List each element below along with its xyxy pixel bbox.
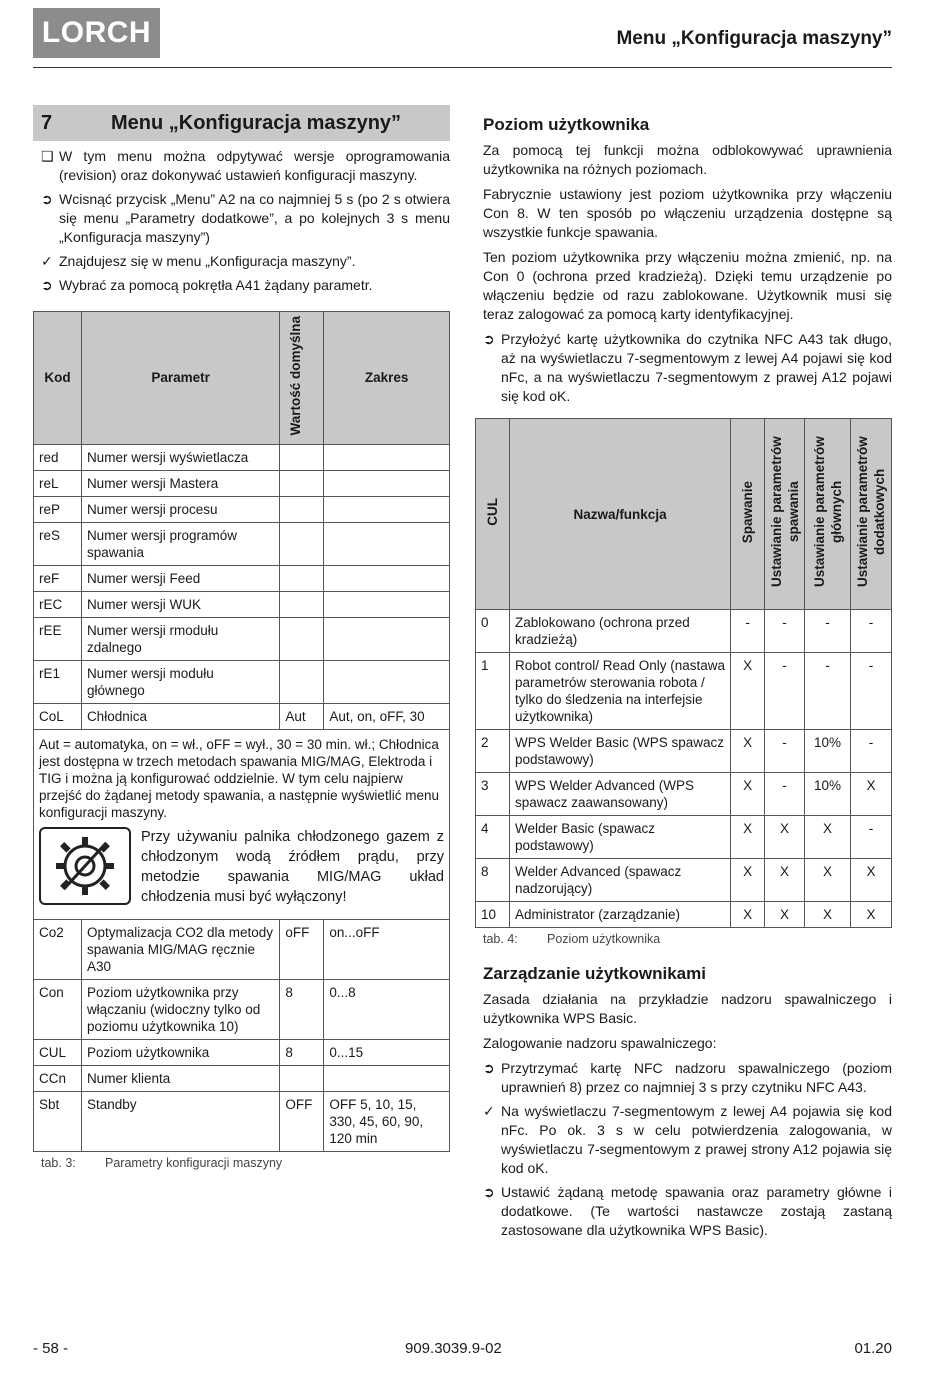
cell-value: - — [731, 610, 765, 653]
cell-code: Sbt — [34, 1091, 82, 1151]
list-item — [33, 252, 450, 271]
cooler-note: Aut = automatyka, on = wł., oFF = wył., 30 = 30 min. wł.; Chłodnica jest dostępna w trzech metodach spawania MIG/MAG, Elektroda i TIG i można ją konfigurować oddzielnie. W tym celu najpierw przejść do żądanej metody spawania, a następnie wyświetlić menu konfiguracji maszyny. — [39, 736, 439, 820]
check-bullet-icon: ✓ — [483, 1103, 495, 1119]
cell-param: Chłodnica — [81, 703, 279, 729]
header-extra-params-label: Ustawianie parametrów dodatkowych — [854, 436, 887, 588]
cell-value: X — [765, 816, 805, 859]
cell-range: 0...15 — [324, 1039, 450, 1065]
paragraph: Za pomocą tej funkcji można odblokowywać uprawnienia użytkownika na różnych poziomach. — [483, 142, 892, 177]
header-cul-label: CUL — [484, 498, 500, 526]
cell-code: rEE — [34, 617, 82, 660]
cell-code: rE1 — [34, 660, 82, 703]
table-row — [34, 522, 450, 565]
cell-default — [280, 565, 324, 591]
cell-param: Numer wersji procesu — [81, 496, 279, 522]
warning-box — [39, 827, 444, 907]
cell-code: reL — [34, 470, 82, 496]
cell-range — [324, 444, 450, 470]
checkbox-bullet-icon: ❑ — [41, 148, 54, 164]
document-date: 01.20 — [854, 1340, 892, 1357]
cell-cul: 8 — [476, 859, 510, 902]
cell-default — [280, 470, 324, 496]
cell-value: X — [765, 902, 805, 928]
document-number: 909.3039.9-02 — [405, 1340, 502, 1357]
cell-name: Zablokowano (ochrona przed kradzieżą) — [509, 610, 730, 653]
cell-param: Numer wersji programów spawania — [81, 522, 279, 565]
cell-code: Co2 — [34, 919, 82, 979]
table-row — [34, 979, 450, 1039]
header-welding-params-label: Ustawianie parametrów spawania — [768, 436, 801, 588]
cell-default: 8 — [280, 1039, 324, 1065]
table-row — [34, 591, 450, 617]
cell-value: X — [731, 653, 765, 730]
cell-param: Numer wersji Feed — [81, 565, 279, 591]
list-item-text: Przyłożyć kartę użytkownika do czytnika NFC A43 tak długo, aż na wyświetlaczu 7-segmentowym z lewej A4 pojawi się kod nFc, a na wyświetlaczu 7-segmentowym z prawej A12 pojawi się kod oK. — [501, 331, 892, 404]
cell-code: reP — [34, 496, 82, 522]
cell-name: Robot control/ Read Only (nastawa parametrów sterowania robota / tylko do śledzenia na interfejsie użytkownika) — [509, 653, 730, 730]
section-heading-user-management: Zarządzanie użytkownikami — [483, 964, 706, 983]
cell-default: 8 — [280, 979, 324, 1039]
cell-cul: 10 — [476, 902, 510, 928]
arrow-bullet-icon: ➲ — [41, 277, 53, 293]
header-default-label: Wartość domyślna — [287, 316, 303, 436]
cell-param: Numer wersji modułu głównego — [81, 660, 279, 703]
cell-param: Poziom użytkownika — [81, 1039, 279, 1065]
cell-value: - — [765, 653, 805, 730]
table-row — [476, 859, 892, 902]
cell-range — [324, 470, 450, 496]
cell-value: X — [731, 730, 765, 773]
chapter-title: Menu „Konfiguracja maszyny” — [111, 111, 402, 134]
cell-value: - — [850, 653, 891, 730]
paragraph: Zalogowanie nadzoru spawalniczego: — [483, 1035, 717, 1051]
cell-default — [280, 591, 324, 617]
table-row-note — [34, 729, 450, 919]
header-extra-params — [850, 419, 891, 610]
table-row — [34, 703, 450, 729]
cell-default — [280, 1065, 324, 1091]
cell-range — [324, 660, 450, 703]
paragraph: Zasada działania na przykładzie nadzoru spawalniczego i użytkownika WPS Basic. — [483, 991, 892, 1026]
warning-text: Przy używaniu palnika chłodzonego gazem z chłodzonym wodą źródłem prądu, przy metodzie spawania MIG/MAG układ chłodzenia musi być wyłączony! — [141, 828, 444, 905]
table-body-a — [34, 444, 450, 1151]
cell-range — [324, 617, 450, 660]
table-row — [34, 1039, 450, 1065]
cell-name: Welder Basic (spawacz podstawowy) — [509, 816, 730, 859]
list-item — [475, 1102, 892, 1178]
cell-name: WPS Welder Basic (WPS spawacz podstawowy) — [509, 730, 730, 773]
cell-value: 10% — [805, 730, 851, 773]
table-caption — [475, 932, 892, 946]
chapter-heading — [33, 105, 450, 141]
cell-range: 0...8 — [324, 979, 450, 1039]
section-heading-user-level: Poziom użytkownika — [483, 115, 650, 134]
arrow-bullet-icon: ➲ — [483, 1060, 495, 1076]
cell-cul: 4 — [476, 816, 510, 859]
header-welding — [731, 419, 765, 610]
check-bullet-icon: ✓ — [41, 253, 53, 269]
cell-range: on...oFF — [324, 919, 450, 979]
cell-default — [280, 522, 324, 565]
table-row — [34, 496, 450, 522]
cell-default — [280, 444, 324, 470]
table-row — [476, 902, 892, 928]
cell-value: - — [850, 730, 891, 773]
cell-value: X — [805, 902, 851, 928]
table-row — [34, 444, 450, 470]
cell-range — [324, 591, 450, 617]
cell-value: - — [805, 610, 851, 653]
cell-param: Standby — [81, 1091, 279, 1151]
caption-number: tab. 4: — [483, 932, 518, 946]
cooler-note-cell — [34, 729, 450, 919]
cell-code: rEC — [34, 591, 82, 617]
cell-code: CUL — [34, 1039, 82, 1065]
list-item — [475, 1183, 892, 1240]
header-welding-label: Spawanie — [740, 480, 756, 544]
table-row — [34, 565, 450, 591]
cell-value: - — [850, 816, 891, 859]
cell-cul: 0 — [476, 610, 510, 653]
cell-default: Aut — [280, 703, 324, 729]
header-code: Kod — [34, 312, 82, 445]
cell-code: Con — [34, 979, 82, 1039]
cell-value: - — [765, 730, 805, 773]
user-level-table — [475, 418, 892, 928]
header-name: Nazwa/funkcja — [509, 419, 730, 610]
cell-value: X — [850, 859, 891, 902]
list-item-text: Ustawić żądaną metodę spawania oraz parametry główne i dodatkowe. (Te wartości nastawcze zostają zastaną zastosowane dla użytkownika WPS Basic). — [501, 1184, 892, 1238]
header-default — [280, 312, 324, 445]
cell-range — [324, 565, 450, 591]
cell-value: - — [765, 773, 805, 816]
list-item-text: Wcisnąć przycisk „Menu” A2 na co najmniej 5 s (po 2 s otwiera się menu „Parametry dodatkowe”, a po kolejnych 3 s menu „Konfiguracja maszyny”) — [59, 191, 450, 245]
cell-value: X — [731, 859, 765, 902]
cell-param: Poziom użytkownika przy włączaniu (widoczny tylko od poziomu użytkownika 10) — [81, 979, 279, 1039]
cell-range — [324, 522, 450, 565]
lorch-logo: LORCH — [33, 8, 160, 58]
cell-range — [324, 1065, 450, 1091]
cell-param: Numer wersji rmodułu zdalnego — [81, 617, 279, 660]
table-row — [34, 617, 450, 660]
cell-param: Numer wersji WUK — [81, 591, 279, 617]
gear-warning-icon — [39, 827, 131, 905]
caption-text: Poziom użytkownika — [547, 932, 661, 946]
table-row — [34, 1091, 450, 1151]
chapter-number: 7 — [41, 111, 53, 134]
header-param: Parametr — [81, 312, 279, 445]
header-range: Zakres — [324, 312, 450, 445]
arrow-bullet-icon: ➲ — [483, 1184, 495, 1200]
cell-value: - — [850, 610, 891, 653]
cell-value: X — [731, 773, 765, 816]
cell-range: OFF 5, 10, 15, 330, 45, 60, 90, 120 min — [324, 1091, 450, 1151]
table-row — [34, 660, 450, 703]
left-column — [33, 105, 450, 1170]
cell-value: X — [850, 773, 891, 816]
cell-name: Welder Advanced (spawacz nadzorujący) — [509, 859, 730, 902]
header-main-params-label: Ustawianie parametrów głównych — [811, 436, 844, 588]
cell-value: - — [765, 610, 805, 653]
list-item — [33, 276, 450, 295]
list-item — [33, 190, 450, 247]
table-row — [476, 773, 892, 816]
cell-default — [280, 617, 324, 660]
step-list — [475, 330, 892, 406]
table-row — [476, 653, 892, 730]
cell-range — [324, 496, 450, 522]
cell-value: X — [731, 902, 765, 928]
list-item — [475, 330, 892, 406]
cell-param: Optymalizacja CO2 dla metody spawania MIG/MAG ręcznie A30 — [81, 919, 279, 979]
table-caption — [33, 1156, 450, 1170]
header-main-params — [805, 419, 851, 610]
header-divider — [33, 67, 892, 68]
cell-code: CCn — [34, 1065, 82, 1091]
table-row — [34, 919, 450, 979]
cell-value: - — [805, 653, 851, 730]
table-row — [476, 816, 892, 859]
cell-value: X — [850, 902, 891, 928]
cell-value: 10% — [805, 773, 851, 816]
cell-value: X — [805, 816, 851, 859]
cell-value: X — [805, 859, 851, 902]
header-cul — [476, 419, 510, 610]
list-item — [475, 1059, 892, 1097]
cell-default: OFF — [280, 1091, 324, 1151]
cell-cul: 2 — [476, 730, 510, 773]
cell-default: oFF — [280, 919, 324, 979]
cell-default — [280, 660, 324, 703]
cell-cul: 3 — [476, 773, 510, 816]
caption-text: Parametry konfiguracji maszyny — [105, 1155, 283, 1170]
header-title: Menu „Konfiguracja maszyny” — [616, 28, 892, 49]
table-row — [34, 1065, 450, 1091]
cell-code: reS — [34, 522, 82, 565]
machine-config-table — [33, 311, 450, 1152]
cell-cul: 1 — [476, 653, 510, 730]
arrow-bullet-icon: ➲ — [41, 191, 53, 207]
cell-code: reF — [34, 565, 82, 591]
caption-number: tab. 3: — [41, 1155, 76, 1170]
header-welding-params — [765, 419, 805, 610]
list-item-text: Przytrzymać kartę NFC nadzoru spawalniczego (poziom uprawnień 8) przez co najmniej 3 s przy czytniku NFC A43. — [501, 1060, 892, 1095]
list-item-text: W tym menu można odpytywać wersje oprogramowania (revision) oraz dokonywać ustawień konfiguracji maszyny. — [59, 148, 450, 183]
login-steps-list — [475, 1059, 892, 1240]
cell-name: Administrator (zarządzanie) — [509, 902, 730, 928]
arrow-bullet-icon: ➲ — [483, 331, 495, 347]
right-column — [475, 105, 892, 1245]
table-row — [476, 610, 892, 653]
cell-default — [280, 496, 324, 522]
cell-range: Aut, on, oFF, 30 — [324, 703, 450, 729]
paragraph: Fabrycznie ustawiony jest poziom użytkownika przy włączeniu Con 8. W ten sposób po włączeniu urządzenia dostępne są wszystkie funkcje spawania. — [483, 186, 892, 240]
list-item-text: Znajdujesz się w menu „Konfiguracja maszyny”. — [59, 253, 356, 269]
cell-param: Numer wersji Mastera — [81, 470, 279, 496]
cell-param: Numer klienta — [81, 1065, 279, 1091]
cell-code: CoL — [34, 703, 82, 729]
cell-param: Numer wersji wyświetlacza — [81, 444, 279, 470]
cell-name: WPS Welder Advanced (WPS spawacz zaawansowany) — [509, 773, 730, 816]
intro-list — [33, 147, 450, 295]
list-item-text: Na wyświetlaczu 7-segmentowym z lewej A4 pojawia się kod nFc. Po ok. 3 s w celu potwierdzenia zalogowania, w wyświetlaczu 7-segmentowym z prawej strony A12 pojawia się kod oK. — [501, 1103, 892, 1176]
list-item-text: Wybrać za pomocą pokrętła A41 żądany parametr. — [59, 277, 373, 293]
page-number: - 58 - — [33, 1340, 69, 1357]
paragraph: Ten poziom użytkownika przy włączeniu można zmienić, np. na Con 0 (ochrona przed kradzieżą). Dzięki temu urządzenie po włączeniu będzie od razu zablokowane. Użytkownik musi się teraz zalogować za pomocą karty identyfikacyjnej. — [483, 249, 892, 322]
cell-value: X — [765, 859, 805, 902]
cell-code: red — [34, 444, 82, 470]
cell-value: X — [731, 816, 765, 859]
table-row — [34, 470, 450, 496]
table-row — [476, 730, 892, 773]
list-item — [33, 147, 450, 185]
